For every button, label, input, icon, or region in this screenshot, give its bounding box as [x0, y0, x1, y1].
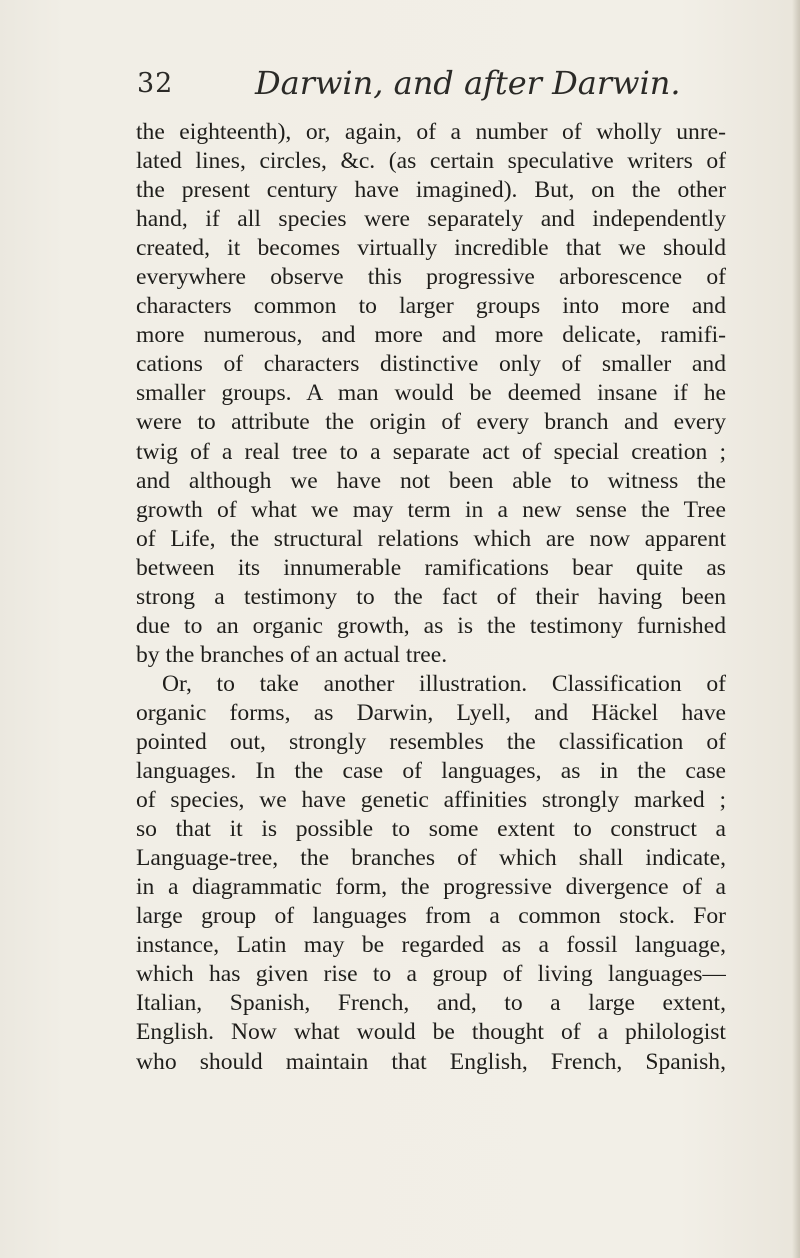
text-line: English. Now what would be thought of a philologist — [136, 1019, 726, 1046]
paragraph-start-line: Or, to take another illustration. Classification of — [162, 670, 726, 697]
text-line: more numerous, and more and more delicate, ramifi- — [136, 322, 726, 349]
text-line: of Life, the structural relations which are now apparent — [136, 525, 726, 552]
text-line: between its innumerable ramifications bear quite as — [136, 554, 726, 581]
body-text — [136, 118, 726, 1077]
running-title: Darwin, and after Darwin. — [255, 64, 681, 102]
text-line: due to an organic growth, as is the testimony furnished — [136, 612, 726, 639]
text-line: Italian, Spanish, French, and, to a large extent, — [136, 990, 726, 1017]
text-line: organic forms, as Darwin, Lyell, and Häckel have — [136, 699, 726, 726]
text-line: lated lines, circles, &c. (as certain speculative writers of — [136, 148, 726, 175]
text-line: hand, if all species were separately and independently — [136, 206, 726, 233]
text-line: in a diagrammatic form, the progressive divergence of a — [136, 874, 726, 901]
text-line: smaller groups. A man would be deemed insane if he — [136, 380, 726, 407]
text-line: instance, Latin may be regarded as a fossil language, — [136, 932, 726, 959]
text-line: of species, we have genetic affinities strongly marked ; — [136, 787, 726, 814]
text-line: strong a testimony to the fact of their having been — [136, 583, 726, 610]
text-line: so that it is possible to some extent to construct a — [136, 816, 726, 843]
page-edge-shadow — [792, 0, 800, 1258]
text-line: cations of characters distinctive only of smaller and — [136, 351, 726, 378]
text-line: were to attribute the origin of every branch and every — [136, 409, 726, 436]
text-line: who should maintain that English, French, Spanish, — [136, 1048, 726, 1075]
text-line: Language-tree, the branches of which shall indicate, — [136, 845, 726, 872]
paragraph-end-line: by the branches of an actual tree. — [136, 641, 448, 668]
text-line: everywhere observe this progressive arborescence of — [136, 264, 726, 291]
text-line: large group of languages from a common stock. For — [136, 903, 726, 930]
text-line: pointed out, strongly resembles the classification of — [136, 728, 726, 755]
text-line: the present century have imagined). But, on the other — [136, 177, 726, 204]
text-line: and although we have not been able to witness the — [136, 467, 726, 494]
text-line: twig of a real tree to a separate act of special creation ; — [136, 438, 726, 465]
page-number: 32 — [137, 68, 174, 99]
text-line: created, it becomes virtually incredible that we should — [136, 235, 726, 262]
page-header — [137, 64, 681, 114]
text-line: characters common to larger groups into more and — [136, 293, 726, 320]
text-line: the eighteenth), or, again, of a number of wholly unre- — [136, 119, 726, 145]
text-line: which has given rise to a group of living languages— — [136, 961, 726, 988]
text-line: growth of what we may term in a new sense the Tree — [136, 496, 726, 523]
text-line: languages. In the case of languages, as in the case — [136, 758, 726, 785]
